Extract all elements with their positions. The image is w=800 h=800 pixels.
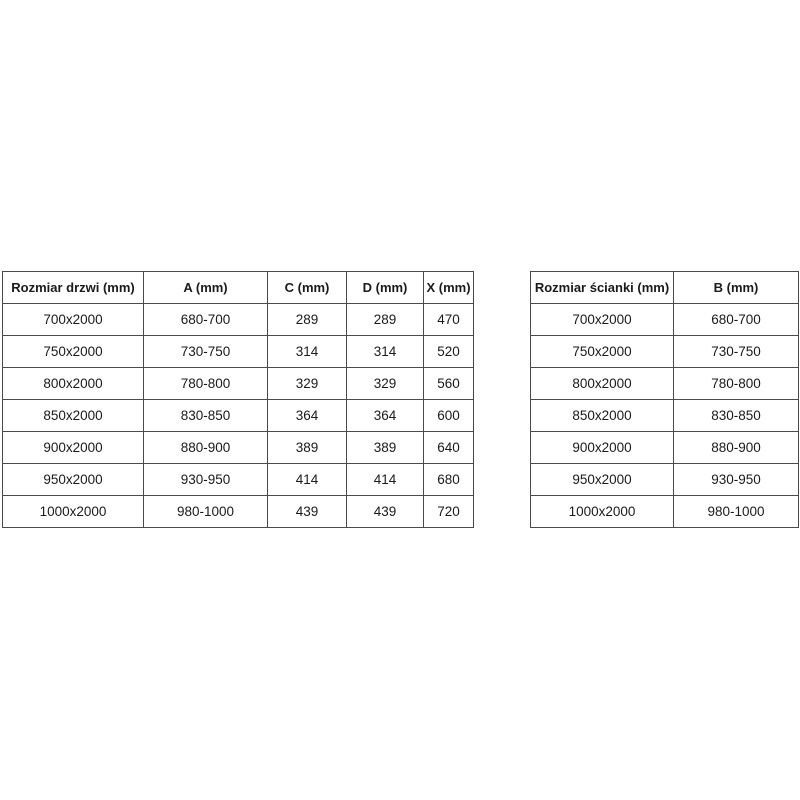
- table-row: [3, 400, 474, 432]
- table-cell: 980-1000: [144, 496, 268, 528]
- table-cell: 850x2000: [531, 400, 674, 432]
- table-row: [531, 368, 799, 400]
- table-cell: 700x2000: [3, 304, 144, 336]
- table-cell: 289: [347, 304, 424, 336]
- table-cell: 414: [347, 464, 424, 496]
- table-cell: 1000x2000: [531, 496, 674, 528]
- table-header-cell: Rozmiar drzwi (mm): [3, 272, 144, 304]
- table-cell: 930-950: [674, 464, 799, 496]
- table-cell: 1000x2000: [3, 496, 144, 528]
- table-cell: 950x2000: [3, 464, 144, 496]
- wall-panel-sizes-table-header: [531, 272, 799, 304]
- table-cell: 414: [268, 464, 347, 496]
- table-row: [531, 304, 799, 336]
- table-row: [531, 496, 799, 528]
- table-cell: 950x2000: [531, 464, 674, 496]
- table-row: [3, 304, 474, 336]
- table-header-cell: B (mm): [674, 272, 799, 304]
- table-cell: 439: [347, 496, 424, 528]
- table-cell: 980-1000: [674, 496, 799, 528]
- table-cell: 439: [268, 496, 347, 528]
- table-cell: 389: [347, 432, 424, 464]
- table-row: [3, 336, 474, 368]
- table-cell: 880-900: [674, 432, 799, 464]
- table-cell: 289: [268, 304, 347, 336]
- table-header-cell: D (mm): [347, 272, 424, 304]
- table-cell: 750x2000: [3, 336, 144, 368]
- table-row: [3, 432, 474, 464]
- table-header-row: [531, 272, 799, 304]
- table-header-row: [3, 272, 474, 304]
- table-cell: 750x2000: [531, 336, 674, 368]
- table-cell: 680-700: [144, 304, 268, 336]
- table-cell: 830-850: [674, 400, 799, 432]
- table-cell: 900x2000: [3, 432, 144, 464]
- table-cell: 720: [424, 496, 474, 528]
- table-cell: 800x2000: [3, 368, 144, 400]
- table-cell: 520: [424, 336, 474, 368]
- table-cell: 314: [347, 336, 424, 368]
- table-row: [531, 336, 799, 368]
- door-sizes-table-body: [3, 304, 474, 528]
- table-cell: 850x2000: [3, 400, 144, 432]
- table-cell: 830-850: [144, 400, 268, 432]
- table-cell: 329: [347, 368, 424, 400]
- table-cell: 470: [424, 304, 474, 336]
- table-cell: 314: [268, 336, 347, 368]
- table-row: [3, 496, 474, 528]
- table-cell: 730-750: [144, 336, 268, 368]
- table-cell: 364: [347, 400, 424, 432]
- table-cell: 364: [268, 400, 347, 432]
- door-sizes-table-header: [3, 272, 474, 304]
- table-cell: 800x2000: [531, 368, 674, 400]
- table-cell: 900x2000: [531, 432, 674, 464]
- table-header-cell: C (mm): [268, 272, 347, 304]
- table-row: [531, 464, 799, 496]
- table-cell: 930-950: [144, 464, 268, 496]
- table-cell: 700x2000: [531, 304, 674, 336]
- table-cell: 680: [424, 464, 474, 496]
- table-cell: 600: [424, 400, 474, 432]
- wall-panel-sizes-table: [530, 271, 799, 528]
- table-header-cell: X (mm): [424, 272, 474, 304]
- table-cell: 389: [268, 432, 347, 464]
- table-cell: 329: [268, 368, 347, 400]
- table-header-cell: A (mm): [144, 272, 268, 304]
- table-cell: 560: [424, 368, 474, 400]
- table-cell: 640: [424, 432, 474, 464]
- door-sizes-table: [2, 271, 474, 528]
- table-cell: 780-800: [674, 368, 799, 400]
- table-cell: 780-800: [144, 368, 268, 400]
- table-cell: 730-750: [674, 336, 799, 368]
- table-cell: 680-700: [674, 304, 799, 336]
- table-row: [531, 400, 799, 432]
- table-header-cell: Rozmiar ścianki (mm): [531, 272, 674, 304]
- table-row: [3, 368, 474, 400]
- table-cell: 880-900: [144, 432, 268, 464]
- table-row: [531, 432, 799, 464]
- wall-panel-sizes-table-body: [531, 304, 799, 528]
- table-row: [3, 464, 474, 496]
